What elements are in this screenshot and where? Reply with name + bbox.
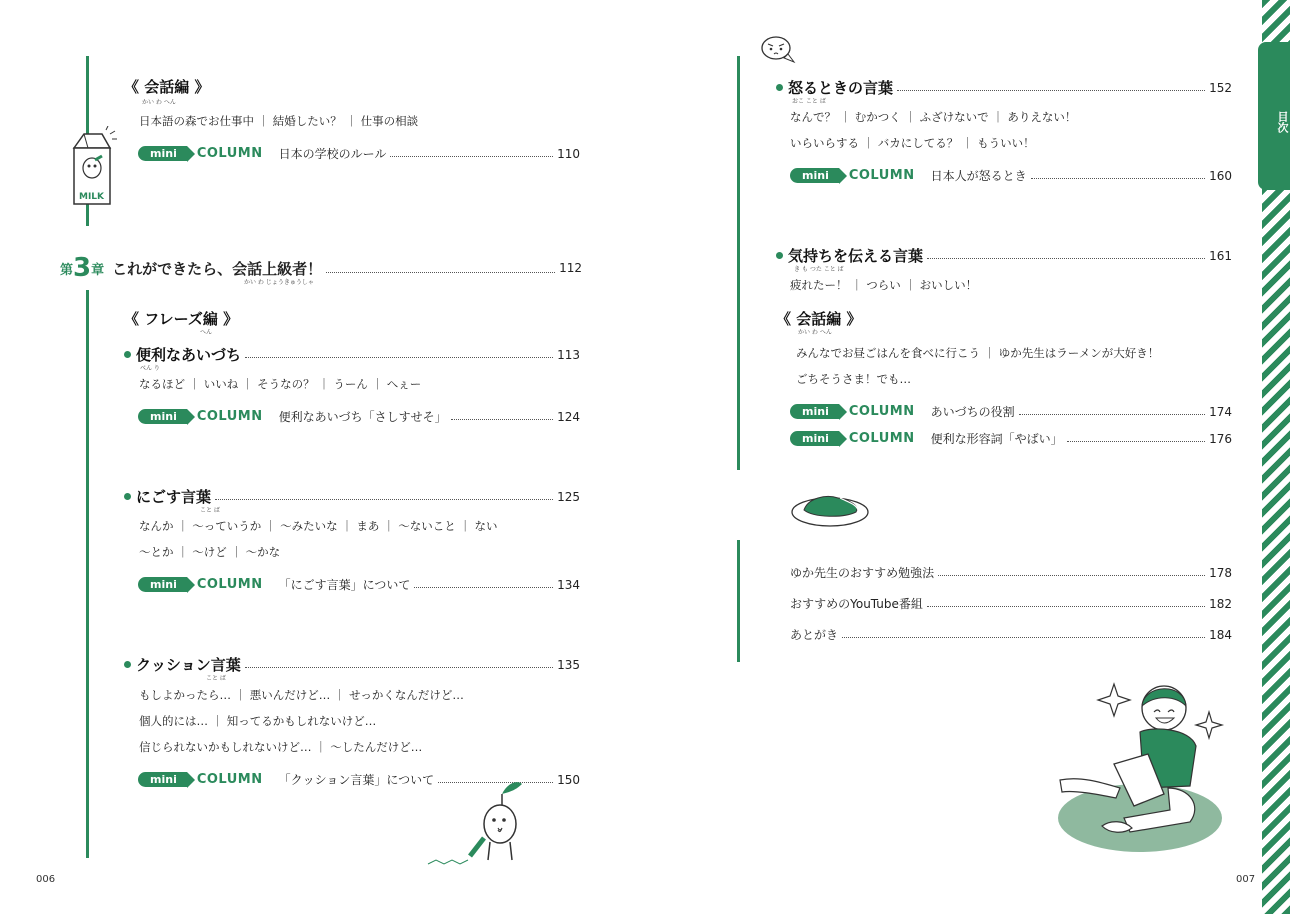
- leader-dots: [414, 581, 553, 588]
- phrase-list: もしよかったら… ｜ 悪いんだけど… ｜ せっかくなんだけど…: [139, 688, 464, 702]
- left-page-number: 006: [36, 874, 56, 885]
- page-ref: 110: [557, 146, 580, 161]
- mini-column-entry[interactable]: [138, 408, 580, 425]
- page-ref: 124: [557, 409, 580, 424]
- leader-dots: [390, 150, 553, 157]
- page-ref: 125: [557, 489, 580, 504]
- page-ref: 182: [1209, 596, 1232, 611]
- entry-title: 便利なあいづち: [136, 346, 242, 364]
- entry-title: 怒るときの言葉: [788, 79, 894, 97]
- entry-title: にごす言葉: [136, 488, 212, 506]
- column-title: 便利な形容詞「やばい」: [930, 432, 1063, 446]
- chapter-number: 3: [73, 253, 92, 283]
- phrase-list: ごちそうさま！でも…: [796, 372, 911, 386]
- mini-badge: mini: [138, 772, 187, 787]
- entry-ruby: き も つた こと ば: [794, 266, 844, 273]
- bullet-dot: [776, 252, 783, 259]
- kaiwa-phrases: 日本語の森でお仕事中 ｜ 結婚したい？ ｜ 仕事の相談: [139, 114, 419, 128]
- entry-title: クッション言葉: [136, 656, 241, 674]
- entry-ruby: こと ば: [206, 675, 226, 682]
- contents-tab[interactable]: [1258, 42, 1290, 190]
- leader-dots: [927, 252, 1205, 259]
- leader-dots: [245, 661, 553, 668]
- kaiwa-ruby: かい わ へん: [798, 329, 832, 336]
- mini-badge: mini: [790, 431, 839, 446]
- leader-dots: [245, 351, 553, 358]
- column-label: COLUMN: [196, 577, 263, 592]
- column-label: COLUMN: [196, 146, 263, 161]
- chapter-heading[interactable]: [60, 255, 582, 281]
- leader-dots: [1031, 172, 1205, 179]
- leader-dots: [451, 413, 553, 420]
- column-title: 日本人が怒るとき: [930, 169, 1027, 183]
- chapter-title: これができたら、会話上級者！: [112, 259, 323, 278]
- phrase-list: なんか ｜ 〜っていうか ｜ 〜みたいな ｜ まあ ｜ 〜ないこと ｜ ない: [139, 519, 498, 533]
- mini-badge: mini: [138, 409, 187, 424]
- mini-column-entry[interactable]: [138, 576, 580, 593]
- right-top-rule: [737, 56, 740, 470]
- toc-entry-extra[interactable]: [790, 564, 1232, 581]
- mini-badge: mini: [138, 146, 187, 161]
- contents-tab-label: 目次: [1276, 111, 1289, 133]
- chapter-ruby: かい わ じょうきゅうしゃ: [244, 279, 314, 286]
- page-ref: 178: [1209, 565, 1232, 580]
- page-ref: 134: [557, 577, 580, 592]
- leader-dots: [897, 84, 1205, 91]
- leader-dots: [1019, 408, 1205, 415]
- leader-dots: [1067, 435, 1205, 442]
- phrase-hen-heading: 《 フレーズ編 》: [124, 310, 239, 328]
- phrase-list: みんなでお昼ごはんを食べに行こう ｜ ゆか先生はラーメンが大好き！: [796, 346, 1160, 360]
- kaiwa-heading: 《 会話編 》: [776, 310, 862, 328]
- entry-title: あとがき: [790, 628, 839, 642]
- phrase-list: なるほど ｜ いいね ｜ そうなの？ ｜ うーん ｜ へぇー: [139, 377, 422, 391]
- mini-column-entry[interactable]: [138, 145, 580, 162]
- page-ref: 184: [1209, 627, 1232, 642]
- column-label: COLUMN: [196, 409, 263, 424]
- bullet-dot: [124, 661, 131, 668]
- mini-column-entry[interactable]: [790, 167, 1232, 184]
- page-ref: 160: [1209, 168, 1232, 183]
- phrase-list: なんで？ ｜ むかつく ｜ ふざけないで ｜ ありえない！: [790, 110, 1077, 124]
- column-label: COLUMN: [848, 168, 915, 183]
- entry-ruby: おこ こと ば: [792, 98, 826, 105]
- toc-entry-nigosu[interactable]: [124, 486, 580, 507]
- toc-entry-cushion[interactable]: [124, 654, 580, 675]
- toc-entry-aizuchi[interactable]: [124, 344, 580, 365]
- bullet-dot: [776, 84, 783, 91]
- sprout-character-illustration: [426, 772, 526, 868]
- phrase-list: 信じられないかもしれないけど… ｜ 〜したんだけど…: [139, 740, 423, 754]
- kaiwa-ruby: かい わ へん: [142, 99, 176, 106]
- milk-carton-illustration: [62, 126, 118, 210]
- right-bottom-rule: [737, 540, 740, 662]
- column-title: 「クッション言葉」について: [278, 773, 435, 787]
- phrase-list: いらいらする ｜ バカにしてる？ ｜ もういい！: [790, 136, 1035, 150]
- leader-dots: [326, 264, 555, 273]
- mini-column-entry[interactable]: [790, 403, 1232, 420]
- bullet-dot: [124, 493, 131, 500]
- entry-ruby: べん り: [140, 365, 160, 372]
- phrase-list: 個人的には… ｜ 知ってるかもしれないけど…: [139, 714, 377, 728]
- entry-title: ゆか先生のおすすめ勉強法: [790, 566, 935, 580]
- chapter-prefix: 第: [60, 262, 74, 278]
- page-ref: 161: [1209, 248, 1232, 263]
- right-page-number: 007: [1236, 874, 1256, 885]
- mini-column-entry[interactable]: [790, 430, 1232, 447]
- leader-dots: [938, 569, 1205, 576]
- page-ref: 176: [1209, 431, 1232, 446]
- leader-dots: [842, 631, 1205, 638]
- phrase-list: 〜とか ｜ 〜けど ｜ 〜かな: [139, 545, 281, 559]
- left-chapter-rule: [86, 290, 89, 858]
- mini-badge: mini: [790, 168, 839, 183]
- leader-dots: [215, 493, 553, 500]
- leader-dots: [927, 600, 1205, 607]
- phrase-hen-ruby: へん: [200, 329, 213, 336]
- bullet-dot: [124, 351, 131, 358]
- chapter-suffix: 章: [91, 262, 105, 278]
- toc-entry-extra[interactable]: [790, 595, 1232, 612]
- toc-entry-kimochi[interactable]: [776, 245, 1232, 266]
- column-label: COLUMN: [848, 404, 915, 419]
- teacher-eating-illustration: [1040, 676, 1230, 856]
- angry-face-icon: [758, 34, 798, 66]
- page-ref: 174: [1209, 404, 1232, 419]
- column-title: あいづちの役割: [930, 405, 1015, 419]
- page-ref: 113: [557, 347, 580, 362]
- column-title: 「にごす言葉」について: [278, 578, 411, 592]
- entry-title: おすすめのYouTube番組: [790, 597, 923, 611]
- page-ref: 150: [557, 772, 580, 787]
- entry-ruby: こと ば: [200, 507, 220, 514]
- toc-entry-extra[interactable]: [790, 626, 1232, 643]
- page-ref: 112: [559, 261, 582, 275]
- entry-title: 気持ちを伝える言葉: [788, 247, 924, 265]
- column-title: 日本の学校のルール: [278, 147, 387, 161]
- phrase-list: 疲れたー！ ｜ つらい ｜ おいしい！: [790, 278, 978, 292]
- page-ref: 152: [1209, 80, 1232, 95]
- kaiwa-heading: 《 会話編 》: [124, 78, 210, 96]
- milk-label: MILK: [79, 192, 105, 202]
- curry-plate-illustration: [790, 490, 872, 530]
- page-ref: 135: [557, 657, 580, 672]
- column-title: 便利なあいづち「さしすせそ」: [278, 410, 447, 424]
- mini-badge: mini: [790, 404, 839, 419]
- toc-entry-okoru[interactable]: [776, 77, 1232, 98]
- column-label: COLUMN: [196, 772, 263, 787]
- column-label: COLUMN: [848, 431, 915, 446]
- mini-badge: mini: [138, 577, 187, 592]
